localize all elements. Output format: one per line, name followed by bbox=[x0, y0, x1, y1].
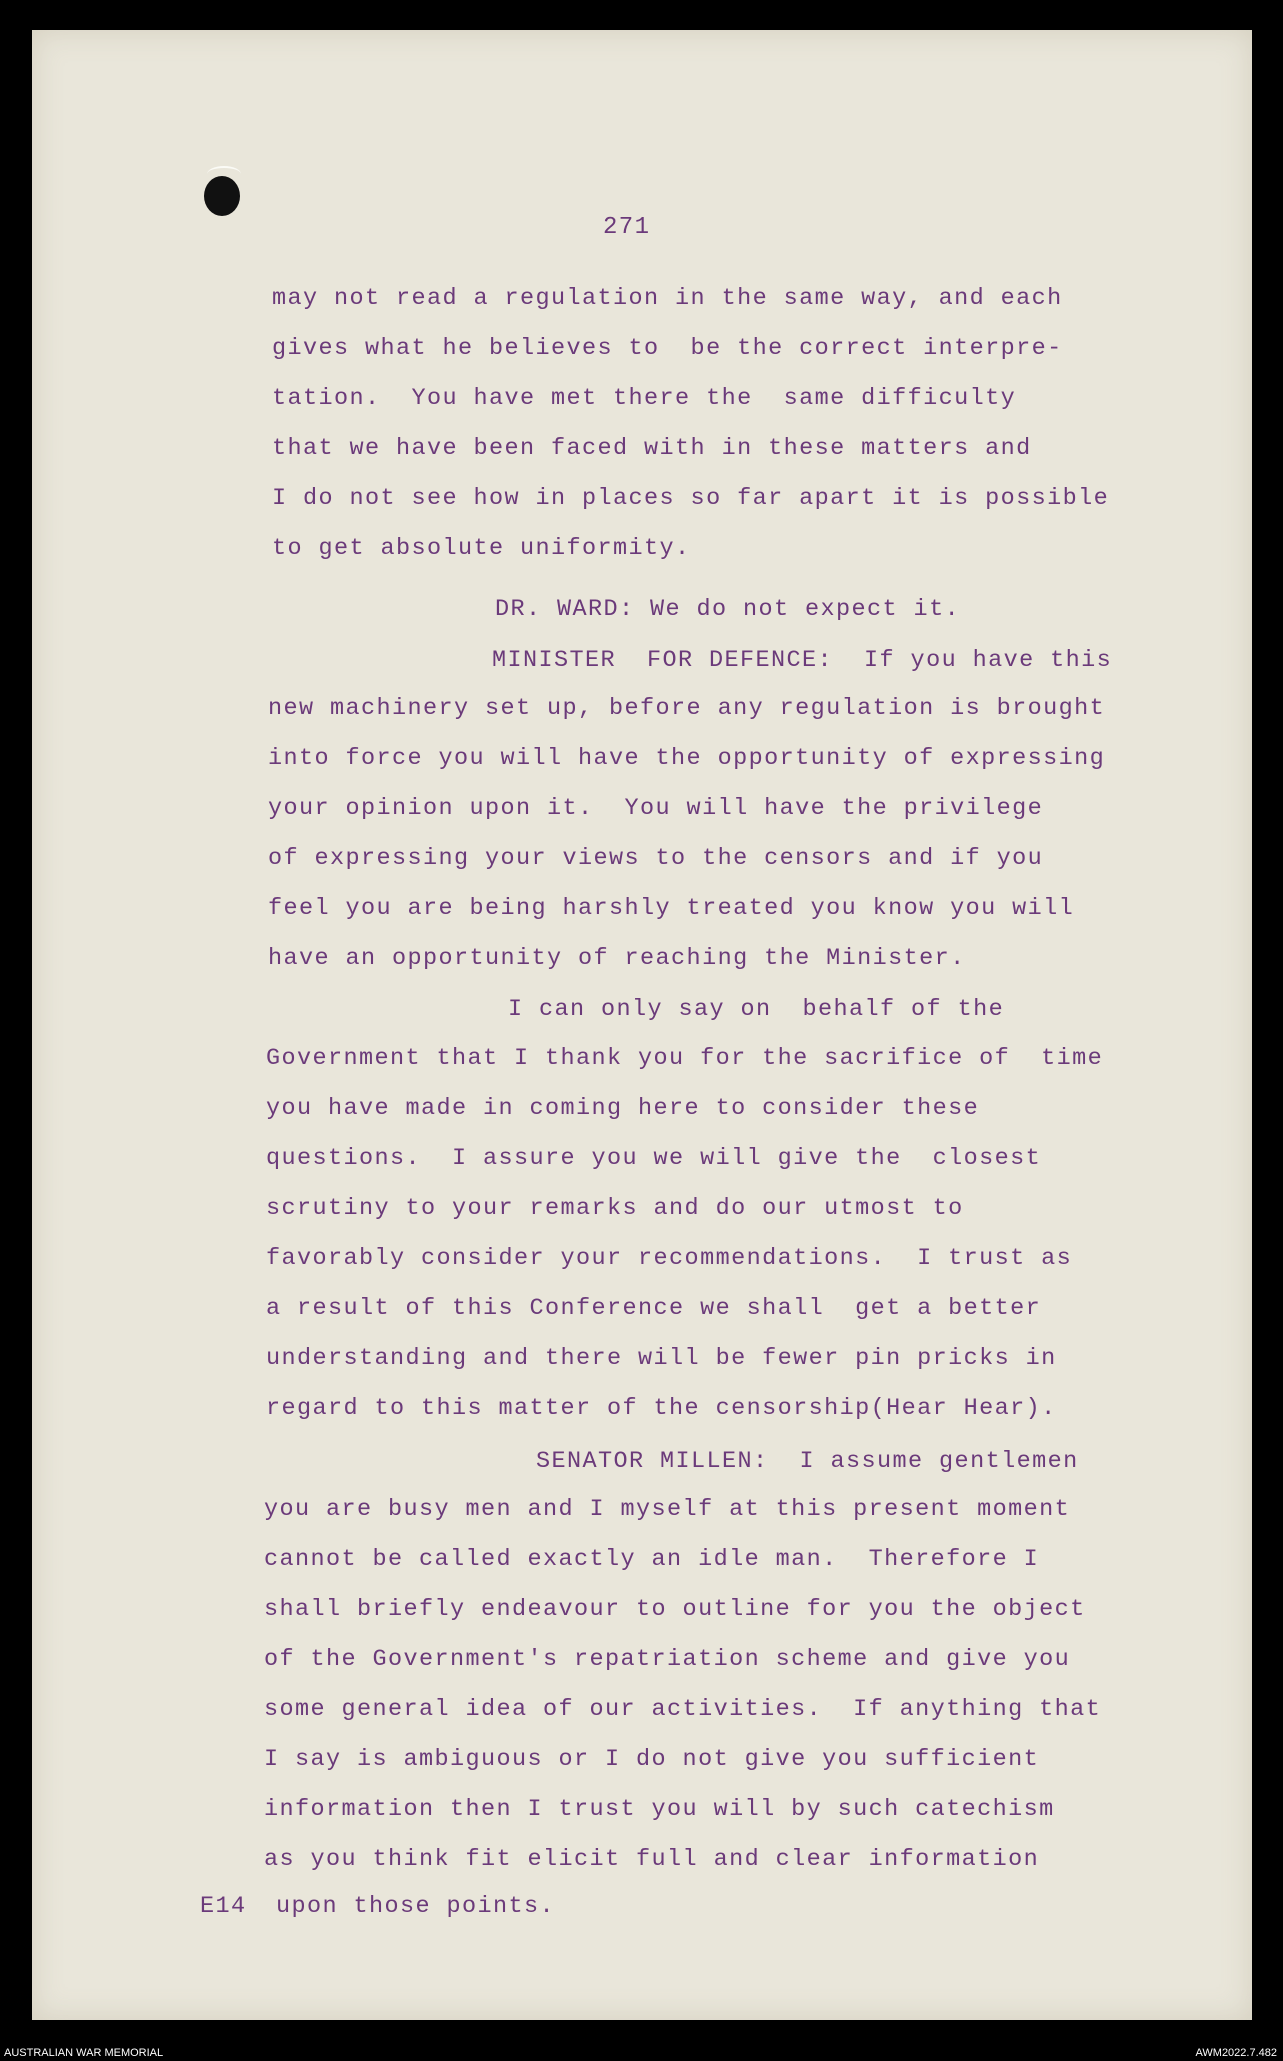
body-line: favorably consider your recommendations. I trust as bbox=[266, 1245, 1073, 1272]
body-line: tation. You have met there the same difficulty bbox=[272, 385, 1017, 412]
body-line: of expressing your views to the censors and if you bbox=[268, 845, 1044, 872]
body-line: information then I trust you will by such catechism bbox=[264, 1796, 1055, 1823]
speaker-line: MINISTER FOR DEFENCE: If you have this bbox=[492, 647, 1113, 674]
body-line: understanding and there will be fewer pin pricks in bbox=[266, 1345, 1057, 1372]
body-line: I do not see how in places so far apart it is possible bbox=[272, 485, 1110, 512]
body-line: regard to this matter of the censorship(Hear Hear). bbox=[266, 1395, 1057, 1422]
body-line: Government that I thank you for the sacrifice of time bbox=[266, 1045, 1104, 1072]
body-line: that we have been faced with in these matters and bbox=[272, 435, 1032, 462]
body-line: into force you will have the opportunity of expressing bbox=[268, 745, 1106, 772]
body-line: some general idea of our activities. If anything that bbox=[264, 1696, 1102, 1723]
body-line: shall briefly endeavour to outline for you the object bbox=[264, 1596, 1086, 1623]
body-line: of the Government's repatriation scheme and give you bbox=[264, 1646, 1071, 1673]
body-line: gives what he believes to be the correct interpre- bbox=[272, 335, 1063, 362]
body-line: you have made in coming here to consider these bbox=[266, 1095, 980, 1122]
body-line: have an opportunity of reaching the Minister. bbox=[268, 945, 966, 972]
body-line: new machinery set up, before any regulation is brought bbox=[268, 695, 1106, 722]
body-line: a result of this Conference we shall get a better bbox=[266, 1295, 1042, 1322]
body-line: upon those points. bbox=[276, 1893, 556, 1920]
footer-reference: AWM2022.7.482 bbox=[1195, 2047, 1277, 2059]
body-line: questions. I assure you we will give the closest bbox=[266, 1145, 1042, 1172]
speaker-line: SENATOR MILLEN: I assume gentlemen bbox=[536, 1448, 1079, 1475]
speaker-line: DR. WARD: We do not expect it. bbox=[495, 596, 961, 623]
body-line: I say is ambiguous or I do not give you sufficient bbox=[264, 1746, 1040, 1773]
body-line: may not read a regulation in the same way, and each bbox=[272, 285, 1063, 312]
body-line: as you think fit elicit full and clear information bbox=[264, 1846, 1040, 1873]
body-line: scrutiny to your remarks and do our utmost to bbox=[266, 1195, 964, 1222]
body-line: to get absolute uniformity. bbox=[272, 535, 691, 562]
punch-hole bbox=[204, 176, 240, 216]
body-line: I can only say on behalf of the bbox=[508, 996, 1005, 1023]
margin-mark: E14 bbox=[200, 1893, 247, 1920]
body-line: feel you are being harshly treated you know you will bbox=[268, 895, 1075, 922]
punch-hole-tear bbox=[207, 166, 241, 182]
body-line: you are busy men and I myself at this present moment bbox=[264, 1496, 1071, 1523]
body-line: cannot be called exactly an idle man. Therefore I bbox=[264, 1546, 1040, 1573]
footer-credit: AUSTRALIAN WAR MEMORIAL bbox=[4, 2047, 164, 2059]
page-number: 271 bbox=[603, 214, 651, 241]
body-line: your opinion upon it. You will have the privilege bbox=[268, 795, 1044, 822]
